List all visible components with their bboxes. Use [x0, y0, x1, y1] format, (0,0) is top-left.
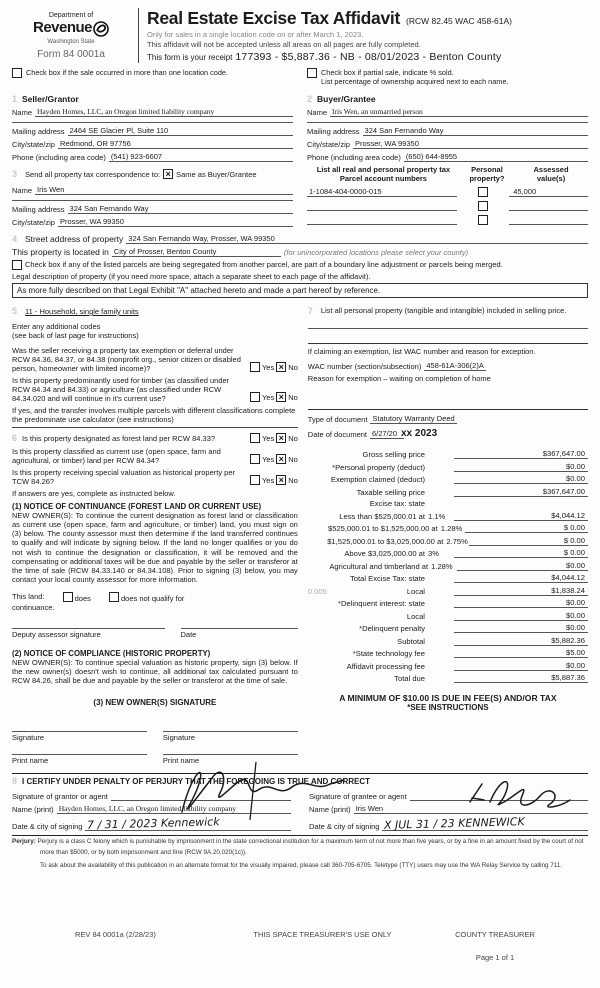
exemption-reason-input[interactable]: Reason for exemption – waiting on completion of home [307, 374, 491, 383]
grantor-name-print-label: Name (print) [12, 804, 54, 814]
grantee-date-city-handwriting[interactable]: X JUL 31 / 23 KENNEWICK [384, 814, 526, 832]
personal-property-deduct[interactable]: $0.00 [454, 462, 588, 472]
new-owner-signature-line-1[interactable]: Signature [12, 731, 147, 742]
legal-description-label: Legal description of property (if you need more space, attach a separate sheet to each page of the affidavit). [12, 272, 371, 281]
parcel-pp-checkbox[interactable] [478, 187, 488, 197]
doc-type-row [308, 409, 588, 424]
logo-dept-of: Department of [48, 12, 94, 19]
seller-grantor-section [12, 94, 293, 227]
total-due[interactable]: $5,887.36 [454, 673, 588, 683]
new-owner-signature-heading: (3) NEW OWNER(S) SIGNATURE [93, 697, 217, 707]
new-owner-signature-line-2[interactable]: Signature [163, 731, 298, 742]
parcel-number-input[interactable] [307, 215, 457, 225]
wac-number-label: WAC number (section/subsection) [307, 362, 422, 371]
continuance-word: continuance. [12, 603, 55, 613]
parcel-assessed-input[interactable] [509, 201, 588, 211]
seller-heading: Seller/Grantor [22, 94, 79, 104]
land-does-not-checkbox[interactable] [109, 592, 119, 602]
certify-heading: I CERTIFY UNDER PENALTY OF PERJURY THAT THE FOREGOING IS TRUE AND CORRECT [22, 776, 371, 786]
perjury-note [12, 835, 588, 871]
tier2-tax[interactable]: $ 0.00 [465, 523, 588, 533]
buyer-phone-label: Phone (including area code) [307, 153, 401, 162]
additional-codes-note: (see back of last page for instructions) [12, 331, 139, 340]
buyer-city-label: City/state/zip [307, 140, 350, 149]
street-address-input[interactable]: 324 San Fernando Way, Prosser, WA 99350 [126, 234, 588, 244]
wac-number-input[interactable]: 458-61A-306(2)A [426, 361, 484, 370]
claiming-exemption-label: If claiming an exemption, list WAC number and reason for exception. [308, 343, 588, 356]
grantee-sig-label: Signature of grantee or agent [309, 791, 407, 801]
buyer-name-label: Name [307, 108, 328, 117]
buyer-city-input[interactable]: Prosser, WA 99350 [353, 139, 588, 149]
corr-name-input[interactable]: Iris Wen [35, 185, 293, 195]
timber-no-checkbox[interactable]: × [276, 392, 286, 402]
does-not-label: does not qualify for [120, 594, 185, 604]
delinquent-interest-local[interactable]: $0.00 [454, 611, 588, 621]
current-use-no-checkbox[interactable]: × [276, 454, 286, 464]
segregated-checkbox[interactable] [12, 260, 22, 270]
see-instructions-note: *SEE INSTRUCTIONS [407, 703, 489, 712]
exemption-no-checkbox[interactable]: × [276, 362, 286, 372]
deputy-assessor-signature-line[interactable]: Deputy assessor signature [12, 628, 165, 639]
taxable-selling-price[interactable]: $367,647.00 [454, 487, 588, 497]
local-tax[interactable]: $1,838.24 [454, 586, 588, 596]
subtitle-1: Only for sales in a single location code on or after March 1, 2023. [147, 30, 364, 39]
form-number: Form 84 0001a [37, 49, 105, 61]
grantor-sig-label: Signature of grantor or agent [12, 791, 108, 801]
land-does-checkbox[interactable] [63, 592, 73, 602]
grantee-name-print-input[interactable]: Iris Wen [354, 804, 588, 814]
exemption-yes-checkbox[interactable] [250, 362, 260, 372]
forest-no-checkbox[interactable]: × [276, 433, 286, 443]
if-answers-yes-note: If answers are yes, complete as instructed below. [12, 489, 176, 498]
multiple-location-checkbox[interactable] [12, 68, 22, 78]
affidavit-processing-fee[interactable]: $0.00 [454, 661, 588, 671]
question-exemption: Was the seller receiving a property tax exemption or deferral under RCW 84.36, 84.37, or 84.38 (nonprofit org., senior citizen or disabled person, homeowner with limited income)? [12, 346, 241, 373]
tax-computation-column [308, 304, 588, 765]
delinquent-interest-state[interactable]: $0.00 [454, 598, 588, 608]
corr-city-label: City/state/zip [12, 218, 55, 227]
tier1-tax[interactable]: $4,044.12 [454, 511, 588, 521]
question-forest: Is this property designated as forest land per RCW 84.33? [22, 434, 216, 443]
buyer-mailing-input[interactable]: 324 San Fernando Way [363, 126, 588, 136]
personal-property-label: List all personal property (tangible and intangible) included in selling price. [320, 306, 567, 315]
section-number-6: 6 [12, 433, 18, 443]
partial-sale-checkbox[interactable] [307, 68, 317, 78]
current-use-yes-checkbox[interactable] [250, 454, 260, 464]
grantee-name-print-label: Name (print) [309, 804, 351, 814]
parcel-assessed-input[interactable]: 45,000 [509, 187, 588, 197]
section-number-7: 7 [307, 306, 313, 316]
correspondence-label: Send all property tax correspondence to: [25, 170, 161, 179]
footer-county-treasurer: COUNTY TREASURER [455, 930, 535, 939]
seller-mailing-label: Mailing address [12, 127, 65, 136]
legal-description-input[interactable]: As more fully described on that Legal Exhibit "A" attached hereto and made a part hereof by reference. [12, 283, 588, 298]
compliance-body: NEW OWNER(S): To continue special valuation as historic property, sign (3) below. If the new owner(s) doesn't wish to continue, all additional tax calculated pursuant to RCW 84.26, shall be due and payable by the seller or transferor at the time of sale. [12, 658, 298, 686]
buyer-phone-input[interactable]: (650) 644-8955 [404, 152, 588, 162]
deputy-date-line[interactable]: Date [181, 628, 298, 639]
corr-name-label: Name [12, 186, 33, 195]
property-section [12, 234, 588, 298]
segregated-label: Check box if any of the listed parcels are being segregated from another parcel, are part of a boundary line adjustment or parcels being merged. [25, 260, 503, 269]
seller-city-input[interactable]: Redmond, OR 97756 [58, 139, 293, 149]
new-owner-print-name-line-2[interactable]: Print name [163, 754, 298, 765]
corr-mailing-label: Mailing address [12, 205, 65, 214]
seller-name-input[interactable]: Hayden Homes, LLC, an Oregon limited liability company [35, 107, 293, 117]
historical-yes-checkbox[interactable] [250, 475, 260, 485]
this-land-label: This land: [12, 592, 45, 602]
located-in-input[interactable]: City of Prosser, Benton County [112, 247, 281, 257]
doc-date-stamp: xx 2023 [401, 428, 438, 439]
multiple-location-label: Check box if the sale occurred in more than one location code. [26, 68, 228, 77]
parcel-row [307, 201, 588, 211]
question-current-use: Is this property classified as current use (open space, farm and agricultural, or timber) land per RCW 84.34? [12, 447, 221, 465]
timber-yes-checkbox[interactable] [250, 392, 260, 402]
predominate-use-note: If yes, and the transfer involves multiple parcels with different classifications complete the predominate use calculator (see instructions) [12, 406, 298, 428]
located-in-label: This property is located in [12, 247, 109, 257]
doc-type-input[interactable]: Statutory Warranty Deed [372, 414, 455, 423]
parcel-number-input[interactable] [307, 201, 457, 211]
delinquent-penalty[interactable]: $0.00 [454, 623, 588, 633]
buyer-grantee-section [307, 94, 588, 227]
tty-note: To ask about the availability of this publication in an alternate format for the visually impaired, please call 360-705-6705. Teletype (TTY) users may use the WA Relay Service by calling 711. [40, 861, 563, 869]
historical-no-checkbox[interactable]: × [276, 475, 286, 485]
parcel-table-header: List all real and personal property tax Parcel account numbers Personal property? Assessed value(s) [316, 165, 569, 183]
footer [0, 930, 600, 962]
certification-section [12, 773, 588, 831]
footer-treasurer-space: THIS SPACE TREASURER'S USE ONLY [253, 930, 392, 939]
same-as-buyer-checkbox[interactable]: × [163, 169, 173, 179]
doc-date-input[interactable]: 6/27/20 [370, 429, 404, 439]
corr-mailing-input[interactable]: 324 San Fernando Way [68, 204, 293, 214]
new-owner-print-name-line-1[interactable]: Print name [12, 754, 147, 765]
dor-logo [12, 8, 130, 63]
tier4-tax[interactable]: $ 0.00 [454, 548, 588, 558]
subtitle-2: This affidavit will not be accepted unless all areas on all pages are fully completed. [147, 40, 421, 49]
section-number-5: 5 [12, 306, 18, 316]
title-rcw: (RCW 82.45 WAC 458-61A) [406, 16, 512, 26]
grantor-date-city-label: Date & city of signing [12, 821, 83, 831]
doc-date-label: Date of document [307, 430, 367, 439]
revenue-swirl-icon [93, 21, 109, 39]
corr-city-input[interactable]: Prosser, WA 99350 [58, 217, 293, 227]
seller-name-label: Name [12, 108, 33, 117]
section-number-8: 8 [12, 775, 18, 786]
subtotal[interactable]: $5,882.36 [454, 636, 588, 646]
local-rate: 0.005 [307, 586, 327, 596]
continuance-body: NEW OWNER(S): To continue the current designation as forest land or classification as current use (open space, farm and agriculture, or timber) land, you must sign on (3) below. The county assessor must then determine if the land transferred continues to qualify and will indicate by signing below. If the land no longer qualifies or you do not wish to continue the designation or classification, it will be removed and the compensating or additional taxes will be due and payable by the seller or transferor at the time of sale (RCW 84.33.140 or 84.34.108). Prior to signing (3) below, you may contact your local county assessor for more information. [12, 511, 298, 584]
agricultural-timberland-tax[interactable]: $0.00 [457, 561, 588, 571]
header [12, 8, 588, 63]
footer-rev: REV 84 0001a (2/28/23) [75, 930, 156, 939]
tier3-tax[interactable]: $ 0.00 [469, 536, 588, 546]
does-label: does [74, 594, 91, 604]
same-as-buyer-label: Same as Buyer/Grantee [176, 170, 257, 179]
state-technology-fee[interactable]: $5.00 [454, 648, 588, 658]
seller-phone-label: Phone (including area code) [12, 153, 106, 162]
excise-tax-state-header [454, 499, 588, 508]
seller-phone-input[interactable]: (541) 923-6607 [109, 152, 293, 162]
seller-mailing-input[interactable]: 2464 SE Glacier Pl, Suite 110 [68, 126, 293, 136]
street-address-label: Street address of property [25, 234, 124, 244]
seller-city-label: City/state/zip [12, 140, 55, 149]
buyer-mailing-label: Mailing address [307, 127, 360, 136]
receipt-prefix: This form is your receipt [147, 53, 233, 62]
compliance-heading: (2) NOTICE OF COMPLIANCE (HISTORIC PROPERTY) [12, 649, 211, 659]
logo-state: Washington State [47, 39, 95, 46]
grantor-signature-line[interactable] [111, 800, 291, 801]
parcel-number-input[interactable]: 1-1084-404-0000-015 [307, 187, 457, 197]
continuance-heading: (1) NOTICE OF CONTINUANCE (FOREST LAND OR CURRENT USE) [12, 502, 262, 511]
partial-sale-label: Check box if partial sale, indicate % sold. [321, 68, 454, 77]
grantor-name-print-input[interactable]: Hayden Homes, LLC, an Oregon limited liability company [57, 804, 291, 814]
gross-selling-price[interactable]: $367,647.00 [454, 449, 588, 459]
forest-yes-checkbox[interactable] [250, 433, 260, 443]
question-timber: Is this property predominantly used for timber (as classified under RCW 84.34 and 84.33) or agriculture (as classified under RCW 84.34.020 and will continue in it's current use? [12, 376, 230, 403]
section-number-3: 3 [12, 169, 18, 179]
page-title: Real Estate Excise Tax Affidavit [147, 8, 401, 28]
parcel-row [307, 187, 588, 197]
additional-codes-label: Enter any additional codes [12, 322, 101, 331]
section-number-4: 4 [12, 234, 18, 244]
page-indicator: Page 1 of 1 [475, 953, 515, 962]
parcel-row [307, 215, 588, 225]
parcel-assessed-input[interactable] [509, 215, 588, 225]
exemption-claimed-deduct[interactable]: $0.00 [454, 474, 588, 484]
grantor-date-city-handwriting[interactable]: 7 / 31 / 2023 Kennewick [87, 814, 221, 832]
total-excise-tax-state[interactable]: $4,044.12 [454, 573, 588, 583]
perjury-line2: more than $5000, or by both imprisonment and fine (RCW 9A.20.020(1c)). [40, 848, 247, 856]
buyer-heading: Buyer/Grantee [317, 94, 376, 104]
parcel-pp-checkbox[interactable] [478, 201, 488, 211]
grantee-signature-line[interactable] [410, 800, 588, 801]
personal-property-input[interactable] [308, 316, 588, 329]
use-classification-column: 5 11 - Household, single family units Enter any additional codes (see back of last page for instructions) Was the seller receiving a property tax exemption or deferral under RCW 84.36, 84.37, or 84.38 (nonprofit org., senior citizen or disabled person, homeowner with limited income)? Yes × No Is this property predominantly used for timber (as classified under RCW 84.34 and 84.33) or agriculture (as classified under RCW 84.34.020 and will continue in it's current use? Yes × No If yes, and the transfer involves multiple parcels with different classifications complete the predominate use calculator (see instructions) 6 Is this property designated as forest land per RCW 84.33? Yes × No Is this property classified as current use (open space, farm and agricultural, or timber) land per RCW 84.34? Yes × No Is this property receiving special valuation as historical property per TCW 84.26? Yes × No If answers are yes, complete as instructed below. (1) NOTICE OF CONTINUANCE (FOREST LAND OR CURRENT USE) NEW OWNER(S): To continue the current designation as forest land or classification as current use (open space, farm and agriculture, or timber) land, you must sign on (3) below. The county assessor must then determine if the land transferred continues to qualify and will indicate by signing below. If the land no longer qualifies or you do not wish to continue the designation or classification, it will be removed and the compensating or additional taxes will be due and payable by the seller or transferor at the time of sale (RCW 84.33.140 or 84.34.108). Prior to signing (3) below, you may contact your local county assessor for more information. This land: does does not qualify for continuance. Deputy assessor signature Date (2) NOTICE OF COMPLIANCE (HISTORIC PROPERTY) NEW OWNER(S): To continue special valuation as historic property, sign (3) below. If the new owner(s) doesn't wish to continue, all additional tax calculated pursuant to RCW 84.26, shall be due and payable by the seller or transferor at the time of sale. (3) NEW OWNER(S) SIGNATURE Signature Signature Print name Print name [12, 306, 298, 765]
grantee-date-city-label: Date & city of signing [309, 821, 380, 831]
land-use-code-input[interactable]: 11 - Household, single family units [25, 307, 139, 316]
question-historical: Is this property receiving special valuation as historical property per TCW 84.26? [12, 468, 236, 486]
perjury-label: Perjury: [12, 837, 36, 845]
section-number-2: 2 [307, 94, 313, 104]
section-number-1: 1 [12, 94, 18, 104]
logo-revenue: Revenue [32, 19, 93, 36]
partial-sale-note: List percentage of ownership acquired next to each name. [321, 77, 509, 86]
buyer-name-input[interactable]: Iris Wen, an unmarried person [330, 107, 588, 117]
receipt-value: 177393 - $5,887.36 - NB - 08/01/2023 - Benton County [235, 51, 502, 63]
doc-type-label: Type of document [307, 415, 368, 424]
parcel-pp-checkbox[interactable] [478, 215, 488, 225]
minimum-due-note: A MINIMUM OF $10.00 IS DUE IN FEE(S) AND/OR TAX [339, 693, 557, 703]
located-in-note: (for unincorporated locations please select your county) [283, 248, 469, 257]
financial-table: Gross selling price $367,647.00 *Personal property (deduct) $0.00 Exemption claimed (deduct) $0.00 Taxable selling price $367,647.00 Excise tax: state Less than $525,000.01 at 1.1% $4,044.12 $525,000.01 to $1,525,000.00 at 1.28% $ 0.00 $1,525,000.01 to $3,025,000.00 at 2.75% $ 0.00 Above $3,025,000.00 at 3% $ 0.00 Agricultural and timberland at 1.28% $0.00 Total Excise Tax: state $4,044.12 0.005 Local $1,838.24 *Delinquent interest: state $0.00 Local $0.00 *Delinquent penalty $0.00 Subtotal $5,882.36 *State technology fee $5.00 Affidavit processing fee $0.00 Total due $5,887.36 [308, 449, 588, 683]
perjury-line1: Perjury is a class C felony which is punishable by imprisonment in the state correctional institution for a maximum term of not more than five years, or by a fine in an amount fixed by the court of not [37, 837, 584, 845]
